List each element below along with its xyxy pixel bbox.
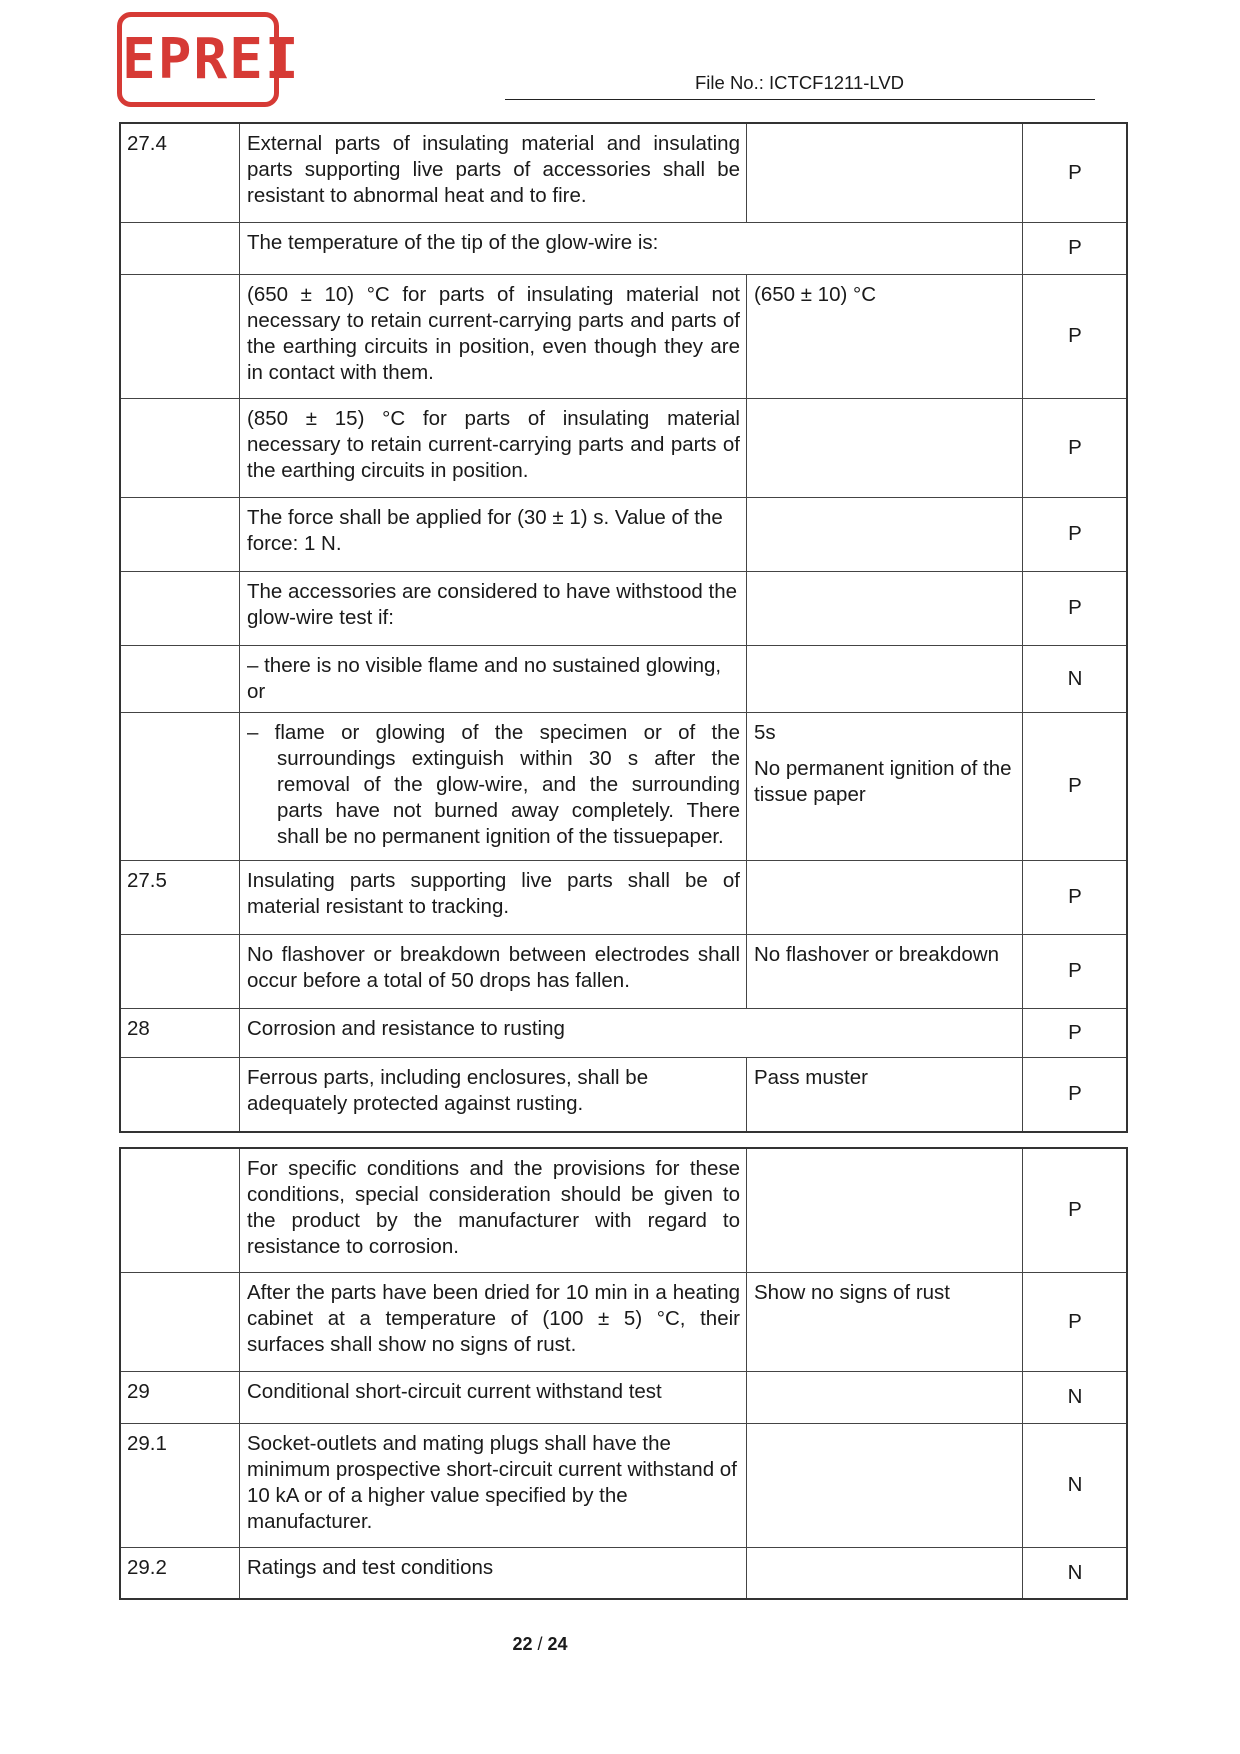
clause-cell: 28 xyxy=(120,1008,240,1057)
verdict-cell: P xyxy=(1023,497,1128,571)
result-cell xyxy=(747,398,1023,497)
verdict-cell: P xyxy=(1023,222,1128,274)
verdict-cell: P xyxy=(1023,274,1128,398)
requirement-cell: Socket-outlets and mating plugs shall have the minimum prospective short-circuit current withstand of 10 kA or of a higher value specified by the manufacturer. xyxy=(240,1423,747,1547)
clause-cell xyxy=(120,274,240,398)
clause-cell xyxy=(120,571,240,645)
verdict-cell: P xyxy=(1023,934,1128,1008)
requirement-cell: No flashover or breakdown between electrodes shall occur before a total of 50 drops has fallen. xyxy=(240,934,747,1008)
page-number xyxy=(0,1634,1080,1655)
requirement-cell: (650 ± 10) °C for parts of insulating material not necessary to retain current-carrying parts and parts of the earthing circuits in position, even though they are in contact with them. xyxy=(240,274,747,398)
requirement-cell: Corrosion and resistance to rusting xyxy=(240,1008,1023,1057)
clause-cell: 29 xyxy=(120,1371,240,1423)
requirement-cell: For specific conditions and the provisions for these conditions, special consideration should be given to the product by the manufacturer with regard to resistance to corrosion. xyxy=(240,1148,747,1272)
requirement-cell: Conditional short-circuit current withstand test xyxy=(240,1371,747,1423)
requirement-cell: – there is no visible flame and no sustained glowing, or xyxy=(240,645,747,712)
table-row xyxy=(120,1057,1127,1132)
verdict-cell: P xyxy=(1023,1057,1128,1132)
table-row xyxy=(120,398,1127,497)
verdict-cell: N xyxy=(1023,645,1128,712)
result-cell xyxy=(747,1371,1023,1423)
verdict-cell: P xyxy=(1023,1008,1128,1057)
clause-cell: 27.5 xyxy=(120,860,240,934)
table-row xyxy=(120,1008,1127,1057)
requirement-cell: After the parts have been dried for 10 min in a heating cabinet at a temperature of (100 ± 5) °C, their surfaces shall show no signs of rust. xyxy=(240,1272,747,1371)
table-row xyxy=(120,123,1127,222)
table-row xyxy=(120,712,1127,860)
table-row xyxy=(120,1148,1127,1272)
table-row xyxy=(120,571,1127,645)
clause-cell xyxy=(120,222,240,274)
clause-cell xyxy=(120,1272,240,1371)
table-row xyxy=(120,222,1127,274)
result-line: No permanent ignition of the tissue paper xyxy=(754,756,1012,806)
requirement-cell: External parts of insulating material and insulating parts supporting live parts of accessories shall be resistant to abnormal heat and to fire. xyxy=(240,123,747,222)
page-current: 22 xyxy=(512,1634,533,1654)
file-number: File No.: ICTCF1211-LVD xyxy=(505,72,1095,100)
result-cell xyxy=(747,645,1023,712)
result-cell xyxy=(747,1423,1023,1547)
clause-cell: 29.2 xyxy=(120,1547,240,1599)
table-row xyxy=(120,497,1127,571)
result-cell xyxy=(747,712,1023,860)
page-total: 24 xyxy=(547,1634,568,1654)
verdict-cell: P xyxy=(1023,712,1128,860)
test-results-table-2 xyxy=(119,1147,1128,1600)
result-cell: Pass muster xyxy=(747,1057,1023,1132)
table-row xyxy=(120,274,1127,398)
result-cell xyxy=(747,1547,1023,1599)
verdict-cell: N xyxy=(1023,1547,1128,1599)
verdict-cell: P xyxy=(1023,398,1128,497)
clause-cell xyxy=(120,712,240,860)
verdict-cell: P xyxy=(1023,123,1128,222)
table-row xyxy=(120,1547,1127,1599)
result-cell xyxy=(747,860,1023,934)
clause-cell: 29.1 xyxy=(120,1423,240,1547)
requirement-cell: The temperature of the tip of the glow-wire is: xyxy=(240,222,1023,274)
clause-cell xyxy=(120,645,240,712)
eprei-logo xyxy=(117,12,301,107)
verdict-cell: P xyxy=(1023,1148,1128,1272)
logo-text: EPREI xyxy=(122,27,301,92)
table-row xyxy=(120,860,1127,934)
verdict-cell: P xyxy=(1023,571,1128,645)
verdict-cell: N xyxy=(1023,1423,1128,1547)
requirement-cell: The accessories are considered to have withstood the glow-wire test if: xyxy=(240,571,747,645)
requirement-dash-item: – flame or glowing of the specimen or of the surroundings extinguish within 30 s after the removal of the glow-wire, and the surrounding parts have not burned away completely. There shall be no permanent ignition of the tissuepaper. xyxy=(247,720,740,848)
result-cell: (650 ± 10) °C xyxy=(747,274,1023,398)
clause-cell xyxy=(120,1148,240,1272)
test-results-table-1 xyxy=(119,122,1128,1133)
result-cell xyxy=(747,497,1023,571)
clause-cell: 27.4 xyxy=(120,123,240,222)
clause-cell xyxy=(120,497,240,571)
requirement-cell xyxy=(240,712,747,860)
requirement-cell: The force shall be applied for (30 ± 1) s. Value of the force: 1 N. xyxy=(240,497,747,571)
verdict-cell: P xyxy=(1023,860,1128,934)
result-cell xyxy=(747,571,1023,645)
clause-cell xyxy=(120,1057,240,1132)
table-row xyxy=(120,934,1127,1008)
requirement-cell: (850 ± 15) °C for parts of insulating material necessary to retain current-carrying parts and parts of the earthing circuits in position. xyxy=(240,398,747,497)
page-separator: / xyxy=(537,1634,543,1654)
result-cell xyxy=(747,1148,1023,1272)
requirement-cell: Ratings and test conditions xyxy=(240,1547,747,1599)
requirement-cell: Ferrous parts, including enclosures, shall be adequately protected against rusting. xyxy=(240,1057,747,1132)
result-cell xyxy=(747,123,1023,222)
table-row xyxy=(120,645,1127,712)
table-row xyxy=(120,1272,1127,1371)
result-cell: Show no signs of rust xyxy=(747,1272,1023,1371)
result-cell: No flashover or breakdown xyxy=(747,934,1023,1008)
verdict-cell: N xyxy=(1023,1371,1128,1423)
table-row xyxy=(120,1371,1127,1423)
clause-cell xyxy=(120,398,240,497)
clause-cell xyxy=(120,934,240,1008)
table-row xyxy=(120,1423,1127,1547)
requirement-cell: Insulating parts supporting live parts shall be of material resistant to tracking. xyxy=(240,860,747,934)
result-line: 5s xyxy=(754,720,776,744)
verdict-cell: P xyxy=(1023,1272,1128,1371)
